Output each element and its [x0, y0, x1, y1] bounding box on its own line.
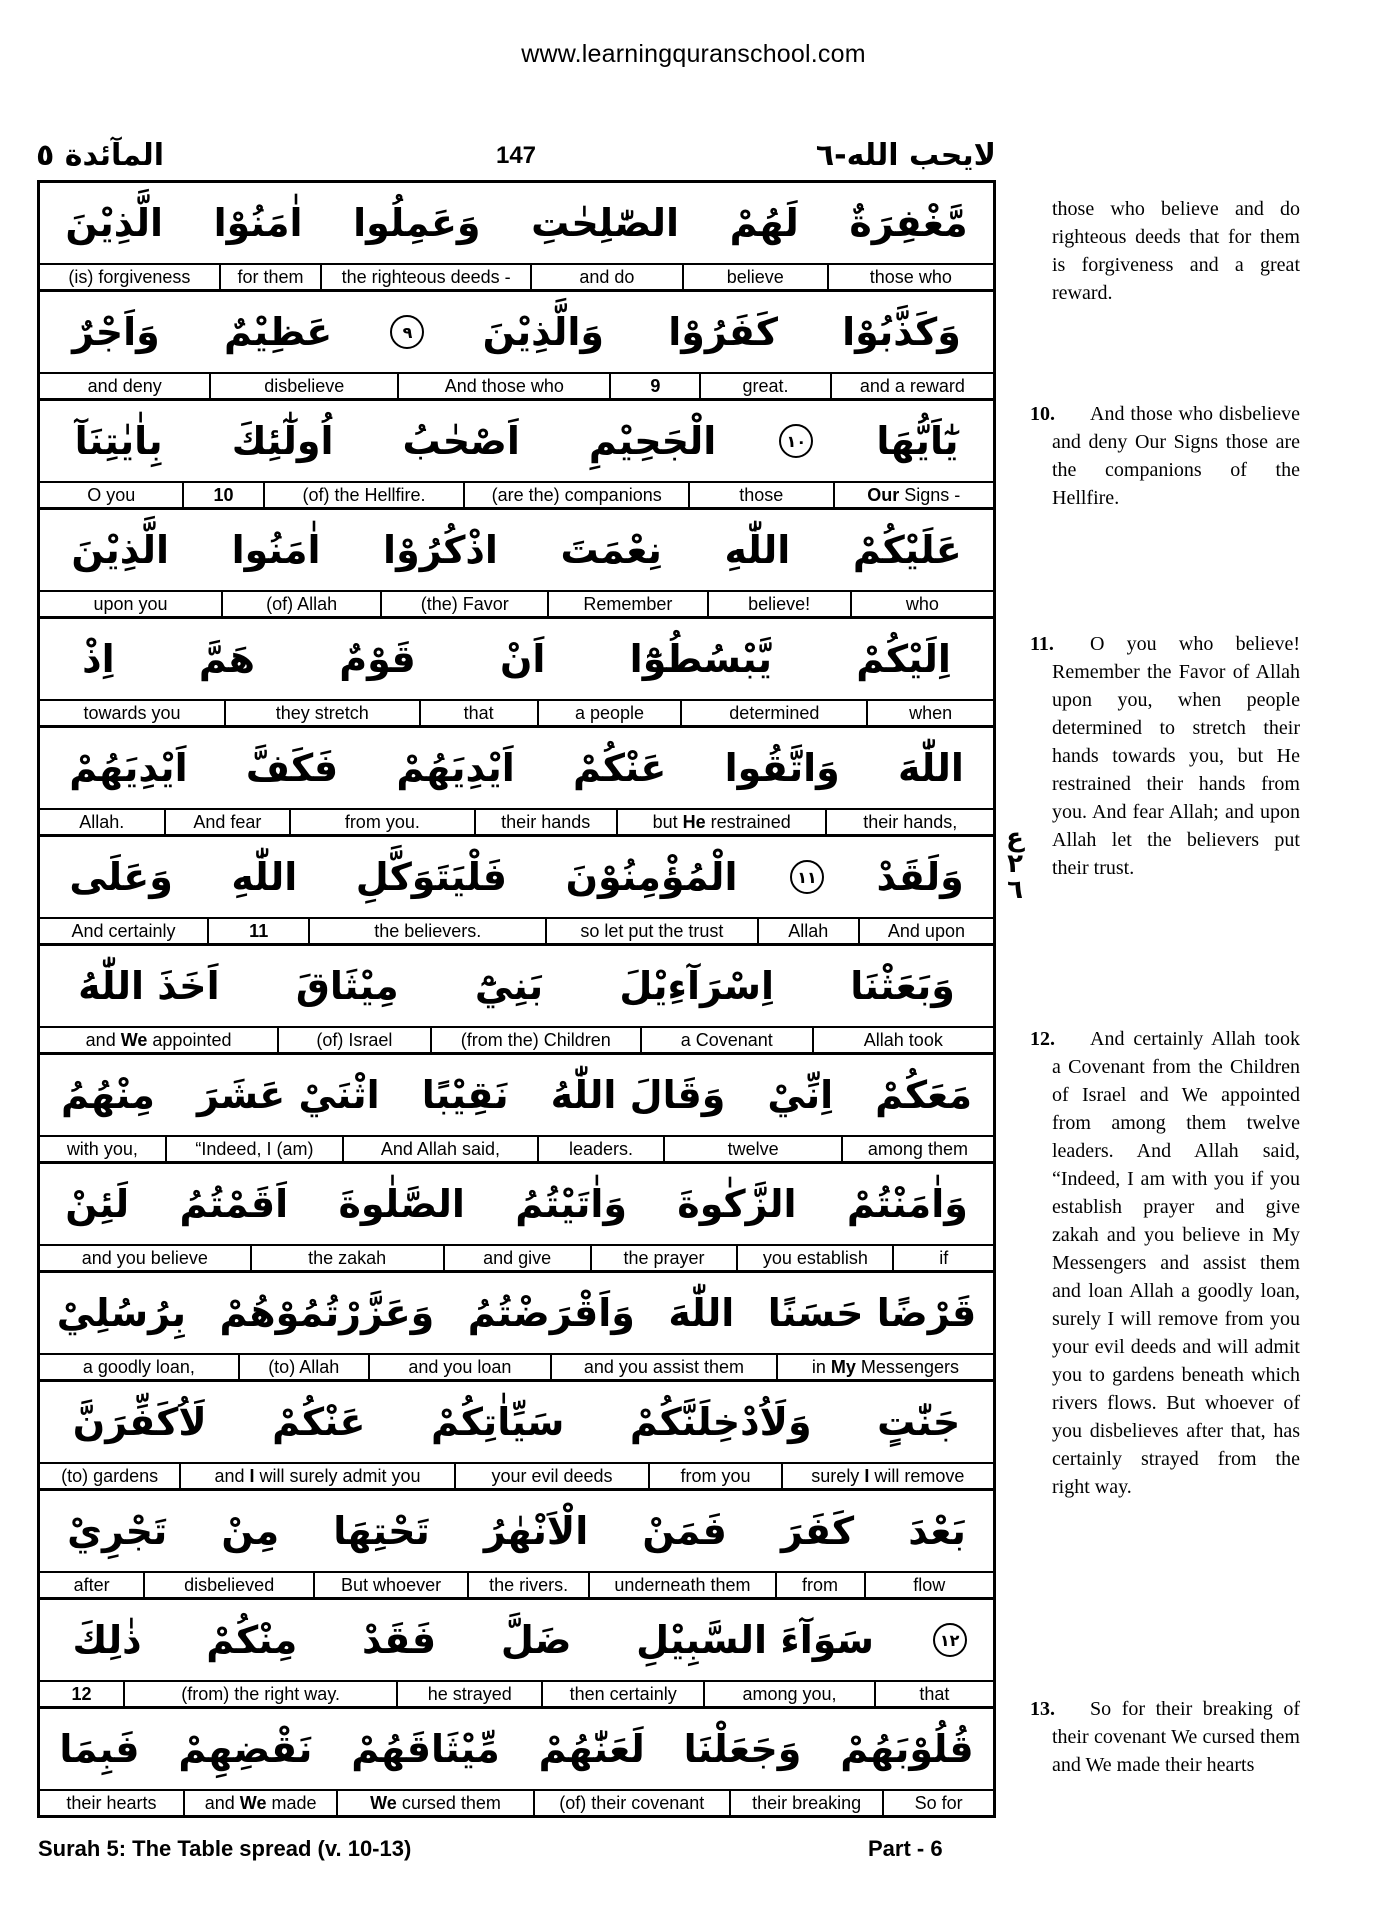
arabic-row	[40, 946, 993, 1028]
word-by-word-grid	[37, 180, 996, 1818]
arabic-word: الْمُؤْمِنُوْنَ	[565, 855, 738, 899]
english-gloss-cell: “Indeed, I (am)	[165, 1137, 343, 1161]
english-row	[40, 374, 993, 398]
arabic-word: كَفَرَ	[781, 1509, 855, 1553]
english-gloss-cell: But whoever	[313, 1573, 467, 1597]
arabic-word: لَهُمْ	[729, 201, 799, 245]
verse-line	[40, 1164, 993, 1273]
arabic-row	[40, 1055, 993, 1137]
arabic-word: هَمَّ	[198, 637, 256, 681]
verse-line	[40, 1491, 993, 1600]
english-gloss-cell: from you.	[289, 810, 473, 834]
english-gloss-cell: And fear	[164, 810, 290, 834]
verse-number-cell: 10	[182, 483, 262, 507]
arabic-word: اللّٰهِ	[724, 528, 791, 572]
arabic-word: اِسْرَآءِيْلَ	[619, 964, 775, 1008]
english-row	[40, 1464, 993, 1488]
verse-number: 11.	[1030, 633, 1054, 655]
english-gloss-cell: those who	[827, 265, 993, 289]
english-gloss-cell: O you	[87, 485, 136, 505]
arabic-word: فَقَدْ	[361, 1618, 437, 1662]
verse-line	[40, 292, 993, 401]
arabic-word: كَفَرُوْا	[668, 310, 778, 354]
english-gloss-cell: from	[775, 1573, 864, 1597]
arabic-word: قُلُوْبَهُمْ	[840, 1727, 974, 1771]
english-row	[40, 919, 993, 943]
arabic-word: الْجَحِيْمِ	[588, 419, 717, 463]
english-row	[40, 1355, 993, 1379]
arabic-word: وَعَمِلُوا	[353, 201, 481, 245]
arabic-word: وَاٰتَيْتُمُ	[515, 1182, 627, 1226]
english-row	[40, 1791, 993, 1815]
english-row	[40, 265, 993, 289]
english-gloss-cell: if	[892, 1246, 993, 1270]
english-row	[40, 592, 993, 616]
arabic-word: اثْنَيْ عَشَرَ	[196, 1073, 380, 1117]
arabic-row	[40, 1273, 993, 1355]
arabic-word: بِاٰيٰتِنَآ	[74, 419, 163, 463]
english-gloss-cell: so let put the trust	[545, 919, 756, 943]
verse-line	[40, 1055, 993, 1164]
arabic-word: مِنْهُمُ	[61, 1073, 155, 1117]
translation-paragraph	[1030, 1695, 1300, 1779]
english-gloss-cell: So for	[882, 1791, 993, 1815]
arabic-word: وَكَذَّبُوْا	[842, 310, 961, 354]
arabic-word: عَنْكُمْ	[573, 746, 667, 790]
arabic-word: عَلَيْكُمْ	[852, 528, 962, 572]
english-row	[40, 810, 993, 834]
arabic-word: ذٰلِكَ	[72, 1618, 142, 1662]
surah-name-arabic: المآئدة ٥	[36, 138, 164, 173]
arabic-word: وَعَزَّرْتُمُوْهُمْ	[219, 1291, 435, 1335]
verse-line	[40, 401, 993, 510]
english-gloss-cell: and I will surely admit you	[179, 1464, 454, 1488]
english-gloss-cell: their hands,	[825, 810, 993, 834]
english-gloss-cell: leaders.	[537, 1137, 664, 1161]
arabic-word: عَنْكُمْ	[272, 1400, 366, 1444]
arabic-word: اٰمَنُوْا	[213, 201, 303, 245]
arabic-word: وَلَقَدْ	[876, 855, 964, 899]
ayah-end-marker: ٩	[390, 315, 424, 349]
arabic-word: مِنْكُمْ	[206, 1618, 298, 1662]
ayah-end-marker: ١١	[790, 860, 824, 894]
arabic-word: بِرُسُلِيْ	[56, 1291, 187, 1335]
translation-paragraph	[1030, 195, 1300, 307]
footer-surah-title: Surah 5: The Table spread (v. 10-13)	[38, 1836, 412, 1861]
english-gloss-cell: towards you	[83, 703, 181, 723]
arabic-word: فَلْيَتَوَكَّلِ	[355, 855, 508, 899]
english-gloss-cell: (of) their covenant	[533, 1791, 729, 1815]
arabic-word: فَبِمَا	[59, 1727, 140, 1771]
verse-line	[40, 510, 993, 619]
english-gloss-cell: Remember	[547, 592, 706, 616]
english-gloss-cell: a people	[537, 701, 681, 725]
arabic-word: نَقِيْبًا	[421, 1073, 509, 1117]
english-gloss-cell: and a reward	[830, 374, 993, 398]
verse-line	[40, 183, 993, 292]
english-gloss-cell: Allah.	[79, 812, 125, 832]
arabic-word: نِعْمَتَ	[560, 528, 662, 572]
english-gloss-cell: believe	[682, 265, 827, 289]
arabic-word: قَوْمٌ	[339, 637, 416, 681]
english-gloss-cell: the righteous deeds -	[320, 265, 530, 289]
english-gloss-cell: believe!	[707, 592, 850, 616]
arabic-word: تَجْرِيْ	[67, 1509, 168, 1553]
arabic-word: فَمَنْ	[642, 1509, 727, 1553]
arabic-word: الزَّكٰوةَ	[677, 1182, 797, 1226]
english-row	[40, 1028, 993, 1052]
english-row	[40, 1137, 993, 1161]
verse-line	[40, 1382, 993, 1491]
verse-line	[40, 619, 993, 728]
english-gloss-cell: their breaking	[729, 1791, 882, 1815]
english-gloss-cell: and give	[443, 1246, 590, 1270]
arabic-word: مِنْ	[221, 1509, 280, 1553]
english-gloss-cell: and you believe	[81, 1248, 208, 1268]
arabic-word: عَظِيْمٌ	[223, 310, 333, 354]
arabic-word: لَئِنْ	[65, 1182, 130, 1226]
translation-paragraph	[1030, 400, 1300, 512]
english-gloss-cell: Our Signs -	[833, 483, 994, 507]
arabic-word: يٰٓاَيُّهَا	[876, 419, 959, 463]
arabic-word: وَاَقْرَضْتُمُ	[467, 1291, 635, 1335]
english-gloss-cell: they stretch	[224, 701, 418, 725]
english-gloss-cell: and you loan	[368, 1355, 550, 1379]
footer-part: Part - 6	[868, 1836, 943, 1861]
verse-number-cell: 9	[609, 374, 699, 398]
arabic-word: مِّيْثَاقَهُمْ	[351, 1727, 500, 1771]
arabic-word: مَعَكُمْ	[875, 1073, 973, 1117]
arabic-word: الصَّلٰوةَ	[338, 1182, 465, 1226]
english-gloss-cell: those	[688, 483, 832, 507]
verse-number: 13.	[1030, 1698, 1055, 1720]
arabic-word: قَرْضًا حَسَنًا	[767, 1291, 977, 1335]
verse-number-cell: 11	[207, 919, 308, 943]
english-gloss-cell: And upon	[858, 919, 993, 943]
arabic-word: اللّٰهَ	[668, 1291, 735, 1335]
english-gloss-cell: flow	[864, 1573, 993, 1597]
english-gloss-cell: when	[866, 701, 993, 725]
english-gloss-cell: underneath them	[588, 1573, 774, 1597]
arabic-word: الْاَنْهٰرُ	[483, 1509, 589, 1553]
english-gloss-cell: the rivers.	[467, 1573, 588, 1597]
english-gloss-cell: their hearts	[66, 1793, 157, 1813]
verse-line	[40, 1600, 993, 1709]
arabic-word: اللّٰهِ	[231, 855, 298, 899]
english-gloss-cell: from you	[648, 1464, 780, 1488]
arabic-word: مِيْثَاقَ	[295, 964, 399, 1008]
arabic-word: وَالَّذِيْنَ	[482, 310, 604, 354]
english-gloss-cell: disbelieved	[143, 1573, 313, 1597]
english-row	[40, 483, 993, 507]
english-gloss-cell: with you,	[66, 1139, 138, 1159]
english-row	[40, 1682, 993, 1706]
juz-name-arabic: لايحب الله-٦	[815, 138, 996, 173]
arabic-word: سَوَآءَ السَّبِيْلِ	[636, 1618, 874, 1662]
arabic-word: سَيِّاٰتِكُمْ	[431, 1400, 565, 1444]
english-gloss-cell: (are the) companions	[463, 483, 688, 507]
arabic-word: يَّبْسُطُوْٓا	[629, 637, 772, 681]
english-gloss-cell: And certainly	[71, 921, 176, 941]
english-gloss-cell: and do	[530, 265, 682, 289]
translation-text: those who believe and do righteous deeds that for them is forgiveness and a great reward.	[1052, 198, 1300, 304]
arabic-word: اللّٰهَ	[898, 746, 964, 790]
verse-line	[40, 837, 993, 946]
english-gloss-cell: and deny	[87, 376, 162, 396]
english-gloss-cell: We cursed them	[336, 1791, 532, 1815]
english-gloss-cell: (of) Israel	[277, 1028, 429, 1052]
arabic-row	[40, 728, 993, 810]
arabic-row	[40, 837, 993, 919]
arabic-word: تَحْتِهَا	[333, 1509, 430, 1553]
arabic-word: وَلَاُدْخِلَنَّكُمْ	[629, 1400, 812, 1444]
english-gloss-cell: And those who	[397, 374, 609, 398]
english-gloss-cell: among you,	[703, 1682, 874, 1706]
english-gloss-cell: twelve	[663, 1137, 841, 1161]
verse-number-cell: 12	[71, 1684, 92, 1704]
english-gloss-cell: in My Messengers	[776, 1355, 993, 1379]
arabic-word: اَصْحٰبُ	[402, 419, 520, 463]
english-gloss-cell: and you assist them	[550, 1355, 776, 1379]
verse-line	[40, 1709, 993, 1815]
english-gloss-cell: Allah	[757, 919, 858, 943]
arabic-word: وَاَجْرٌ	[72, 310, 160, 354]
english-gloss-cell: the zakah	[250, 1246, 443, 1270]
arabic-word: لَعَنّٰهُمْ	[538, 1727, 645, 1771]
translation-text: O you who believe! Remember the Favor of Allah upon you, when people determined to stretch their hands towards you, but He restrained their hands from you. And fear Allah; and upon Allah let the believers put their trust.	[1052, 633, 1300, 879]
english-gloss-cell: who	[850, 592, 993, 616]
arabic-word: اَخَذَ اللّٰهُ	[78, 964, 220, 1008]
site-url: www.learningquranschool.com	[521, 40, 866, 68]
ayah-end-marker: ١٢	[933, 1623, 967, 1657]
arabic-word: بَعْدَ	[908, 1509, 966, 1553]
verse-number: 10.	[1030, 403, 1055, 425]
running-head	[36, 138, 996, 178]
arabic-word: ضَلَّ	[500, 1618, 572, 1662]
arabic-word: وَعَلَى	[69, 855, 173, 899]
english-gloss-cell: you establish	[736, 1246, 892, 1270]
arabic-word: وَاتَّقُوا	[724, 746, 840, 790]
english-gloss-cell: your evil deeds	[454, 1464, 649, 1488]
english-gloss-cell: (the) Favor	[380, 592, 547, 616]
english-gloss-cell: that	[874, 1682, 993, 1706]
arabic-word: جَنّٰتٍ	[877, 1400, 961, 1444]
english-gloss-cell: And Allah said,	[342, 1137, 536, 1161]
ruku-marker: ع ٢ ٦	[1006, 823, 1024, 905]
arabic-word: لَاُكَفِّرَنَّ	[72, 1400, 207, 1444]
arabic-word: اَيْدِيَهُمْ	[69, 746, 188, 790]
arabic-word: اٰمَنُوا	[231, 528, 321, 572]
arabic-word: وَبَعَثْنَا	[850, 964, 955, 1008]
english-gloss-cell: upon you	[93, 594, 168, 614]
verse-line	[40, 728, 993, 837]
page-number: 147	[495, 142, 537, 169]
translation-text: And those who disbelieve and deny Our Signs those are the companions of the Hellfire.	[1052, 403, 1300, 509]
english-gloss-cell: (to) Allah	[238, 1355, 368, 1379]
english-gloss-cell: the believers.	[308, 919, 545, 943]
arabic-word: فَكَفَّ	[245, 746, 339, 790]
arabic-word: اِلَيْكُمْ	[856, 637, 951, 681]
arabic-word: اِذْ	[82, 637, 115, 681]
english-gloss-cell: and We made	[183, 1791, 336, 1815]
arabic-word: بَنِيْٓ	[474, 964, 544, 1008]
english-gloss-cell: determined	[680, 701, 866, 725]
english-gloss-cell: disbelieve	[209, 374, 397, 398]
arabic-row	[40, 619, 993, 701]
english-gloss-cell: Allah took	[812, 1028, 993, 1052]
arabic-word: الَّذِيْنَ	[65, 201, 164, 245]
english-gloss-cell: their hands	[474, 810, 616, 834]
arabic-row	[40, 1709, 993, 1791]
english-gloss-cell: (to) gardens	[61, 1466, 159, 1486]
verse-line	[40, 946, 993, 1055]
arabic-word: اَيْدِيَهُمْ	[396, 746, 515, 790]
ayah-end-marker: ١٠	[779, 424, 813, 458]
translation-text: So for their breaking of their covenant We cursed them and We made their hearts	[1052, 1698, 1300, 1776]
english-row	[40, 1573, 993, 1597]
arabic-word: وَجَعَلْنَا	[683, 1727, 802, 1771]
arabic-row	[40, 183, 993, 265]
english-gloss-cell: among them	[841, 1137, 993, 1161]
english-gloss-cell: after	[73, 1575, 110, 1595]
verse-line	[40, 1273, 993, 1382]
translation-text: And certainly Allah took a Covenant from the Children of Israel and We appointed from among them twelve leaders. And Allah said, “Indeed, I am with you if you establish prayer and give zakah and you believe in My Messengers and assist them and loan Allah a goodly loan, surely I will remove from you your evil deeds and will admit you to gardens beneath which rivers flows. But whoever of you disbelieves after that, has certainly strayed from the right way.	[1052, 1028, 1300, 1498]
arabic-word: الصّٰلِحٰتِ	[531, 201, 679, 245]
verse-number: 12.	[1030, 1028, 1055, 1050]
english-gloss-cell: a Covenant	[640, 1028, 812, 1052]
arabic-row	[40, 1491, 993, 1573]
english-gloss-cell: (from the) Children	[430, 1028, 640, 1052]
english-gloss-cell: then certainly	[541, 1682, 703, 1706]
arabic-word: مَّغْفِرَةٌ	[849, 201, 968, 245]
english-row	[40, 1246, 993, 1270]
arabic-row	[40, 401, 993, 483]
arabic-row	[40, 1600, 993, 1682]
translation-paragraph	[1030, 630, 1300, 882]
english-gloss-cell: he strayed	[396, 1682, 541, 1706]
english-gloss-cell: a goodly loan,	[82, 1357, 195, 1377]
english-gloss-cell: and We appointed	[85, 1030, 232, 1050]
english-gloss-cell: but He restrained	[616, 810, 826, 834]
english-gloss-cell: great.	[699, 374, 830, 398]
arabic-word: اُولٰٓئِكَ	[231, 419, 334, 463]
english-gloss-cell: (of) the Hellfire.	[263, 483, 464, 507]
english-gloss-cell: (is) forgiveness	[68, 267, 191, 287]
arabic-word: اَقَمْتُمُ	[179, 1182, 289, 1226]
arabic-word: اَنْ	[500, 637, 546, 681]
arabic-row	[40, 510, 993, 592]
english-gloss-cell: that	[419, 701, 537, 725]
english-row	[40, 701, 993, 725]
english-gloss-cell: for them	[219, 265, 321, 289]
arabic-word: نَقْضِهِمْ	[178, 1727, 313, 1771]
english-gloss-cell: the prayer	[590, 1246, 737, 1270]
arabic-word: اِنِّيْ	[767, 1073, 834, 1117]
arabic-row	[40, 1164, 993, 1246]
english-gloss-cell: surely I will remove	[781, 1464, 993, 1488]
arabic-word: وَقَالَ اللّٰهُ	[550, 1073, 726, 1117]
english-gloss-cell: (from) the right way.	[123, 1682, 396, 1706]
arabic-row	[40, 1382, 993, 1464]
translation-paragraph	[1030, 1025, 1300, 1501]
english-gloss-cell: (of) Allah	[221, 592, 380, 616]
arabic-row	[40, 292, 993, 374]
arabic-word: اذْكُرُوْا	[383, 528, 498, 572]
arabic-word: الَّذِيْنَ	[71, 528, 170, 572]
arabic-word: وَاٰمَنْتُمْ	[846, 1182, 968, 1226]
